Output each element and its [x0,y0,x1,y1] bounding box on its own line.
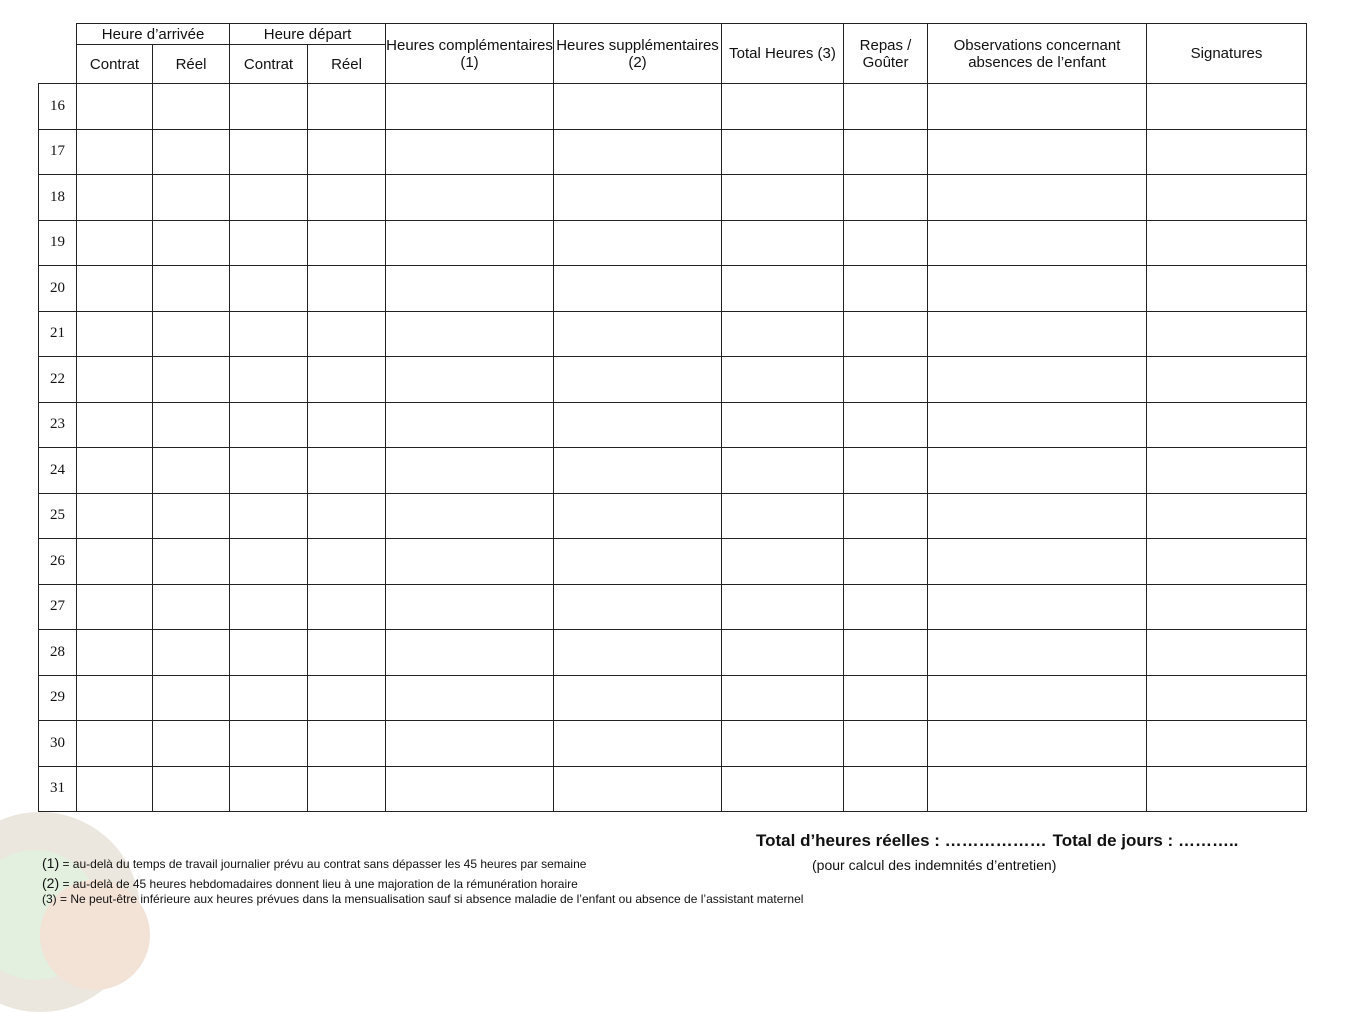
entry-cell[interactable] [308,539,386,585]
entry-cell[interactable] [844,675,928,721]
entry-cell[interactable] [928,266,1147,312]
footnote-1: (1) = au-delà du temps de travail journalier prévu au contrat sans dépasser les 45 heures par semaine [42,855,587,871]
table-row [39,448,1307,494]
entry-cell[interactable] [1147,311,1307,357]
entry-cell[interactable] [308,266,386,312]
table-row [39,311,1307,357]
entry-cell[interactable] [1147,721,1307,767]
entry-cell[interactable] [1147,129,1307,175]
entry-cell[interactable] [1147,220,1307,266]
entry-cell[interactable] [230,357,308,403]
total-jours[interactable]: Total de jours : ……….. [1052,831,1239,850]
entry-cell[interactable] [1147,493,1307,539]
entry-cell[interactable] [308,584,386,630]
entry-cell[interactable] [722,175,844,221]
entry-cell[interactable] [722,675,844,721]
entry-cell[interactable] [77,266,153,312]
entry-cell[interactable] [1147,675,1307,721]
entry-cell[interactable] [308,448,386,494]
entry-cell[interactable] [308,766,386,812]
entry-cell[interactable] [844,766,928,812]
table-row [39,721,1307,767]
entry-cell[interactable] [230,175,308,221]
entry-cell[interactable] [928,675,1147,721]
entry-cell[interactable] [554,84,722,130]
entry-cell[interactable] [844,220,928,266]
entry-cell[interactable] [153,539,230,585]
entry-cell[interactable] [844,311,928,357]
entry-cell[interactable] [928,766,1147,812]
table-row [39,220,1307,266]
table-row [39,357,1307,403]
entry-cell[interactable] [722,311,844,357]
table-row [39,630,1307,676]
entry-cell[interactable] [554,448,722,494]
entry-cell[interactable] [386,129,554,175]
entry-cell[interactable] [230,584,308,630]
entry-cell[interactable] [230,311,308,357]
entry-cell[interactable] [386,721,554,767]
entry-cell[interactable] [844,402,928,448]
entry-cell[interactable] [928,402,1147,448]
entry-cell[interactable] [308,630,386,676]
entry-cell[interactable] [928,311,1147,357]
entry-cell[interactable] [230,220,308,266]
table-row [39,266,1307,312]
entry-cell[interactable] [928,357,1147,403]
entry-cell[interactable] [844,175,928,221]
entry-cell[interactable] [308,311,386,357]
entry-cell[interactable] [722,721,844,767]
footnote-3: (3) = Ne peut-être inférieure aux heures prévues dans la mensualisation sauf si absence maladie de l’enfant ou absence de l’assistant maternel [42,892,804,906]
entry-cell[interactable] [554,493,722,539]
entry-cell[interactable] [554,630,722,676]
entry-cell[interactable] [928,175,1147,221]
entry-cell[interactable] [386,311,554,357]
entry-cell[interactable] [722,448,844,494]
header-supplementaires: Heures supplémentaires (2) [554,24,722,84]
entry-cell[interactable] [308,721,386,767]
entry-cell[interactable] [308,175,386,221]
totals-note: (pour calcul des indemnités d’entretien) [812,857,1057,873]
entry-cell[interactable] [1147,539,1307,585]
entry-cell[interactable] [308,357,386,403]
entry-cell[interactable] [928,630,1147,676]
entry-cell[interactable] [844,584,928,630]
entry-cell[interactable] [230,266,308,312]
entry-cell[interactable] [554,402,722,448]
entry-cell[interactable] [844,84,928,130]
entry-cell[interactable] [1147,357,1307,403]
header-signatures: Signatures [1147,24,1307,84]
entry-cell[interactable] [722,266,844,312]
day-number: 24 [39,448,77,494]
entry-cell[interactable] [844,539,928,585]
total-heures-reelles[interactable]: Total d’heures réelles : ……………… [756,831,1047,850]
day-number: 21 [39,311,77,357]
entry-cell[interactable] [928,584,1147,630]
day-number: 22 [39,357,77,403]
entry-cell[interactable] [844,266,928,312]
entry-cell[interactable] [554,311,722,357]
footnote-2: (2) = au-delà de 45 heures hebdomadaires donnent lieu à une majoration de la rémunération horaire [42,875,578,891]
entry-cell[interactable] [722,539,844,585]
entry-cell[interactable] [928,129,1147,175]
header-depart-contrat: Contrat [230,45,308,84]
entry-cell[interactable] [386,630,554,676]
table-body [39,84,1307,812]
entry-cell[interactable] [844,357,928,403]
entry-cell[interactable] [928,721,1147,767]
entry-cell[interactable] [308,402,386,448]
day-number: 30 [39,721,77,767]
entry-cell[interactable] [153,311,230,357]
day-number: 17 [39,129,77,175]
entry-cell[interactable] [308,129,386,175]
day-number: 31 [39,766,77,812]
day-number: 26 [39,539,77,585]
entry-cell[interactable] [153,675,230,721]
entry-cell[interactable] [722,220,844,266]
entry-cell[interactable] [386,766,554,812]
entry-cell[interactable] [554,220,722,266]
entry-cell[interactable] [153,357,230,403]
corner-cell [39,24,77,84]
entry-cell[interactable] [77,402,153,448]
header-arrivee-reel: Réel [153,45,230,84]
entry-cell[interactable] [77,766,153,812]
entry-cell[interactable] [77,175,153,221]
table-row [39,402,1307,448]
entry-cell[interactable] [554,357,722,403]
entry-cell[interactable] [230,539,308,585]
entry-cell[interactable] [844,721,928,767]
entry-cell[interactable] [386,448,554,494]
entry-cell[interactable] [386,584,554,630]
entry-cell[interactable] [554,584,722,630]
entry-cell[interactable] [308,220,386,266]
entry-cell[interactable] [77,584,153,630]
entry-cell[interactable] [230,675,308,721]
table-row [39,539,1307,585]
entry-cell[interactable] [230,493,308,539]
entry-cell[interactable] [554,766,722,812]
header-repas: Repas / Goûter [844,24,928,84]
entry-cell[interactable] [77,220,153,266]
header-depart-reel: Réel [308,45,386,84]
entry-cell[interactable] [308,493,386,539]
entry-cell[interactable] [928,448,1147,494]
header-total-heures: Total Heures (3) [722,24,844,84]
entry-cell[interactable] [77,539,153,585]
entry-cell[interactable] [928,539,1147,585]
entry-cell[interactable] [77,630,153,676]
day-number: 19 [39,220,77,266]
entry-cell[interactable] [230,129,308,175]
entry-cell[interactable] [230,402,308,448]
entry-cell[interactable] [1147,766,1307,812]
entry-cell[interactable] [1147,84,1307,130]
entry-cell[interactable] [928,493,1147,539]
entry-cell[interactable] [386,493,554,539]
entry-cell[interactable] [844,129,928,175]
entry-cell[interactable] [77,675,153,721]
entry-cell[interactable] [554,721,722,767]
entry-cell[interactable] [386,175,554,221]
day-number: 16 [39,84,77,130]
entry-cell[interactable] [153,493,230,539]
day-number: 23 [39,402,77,448]
table-row [39,493,1307,539]
header-complementaires: Heures complémentaires (1) [386,24,554,84]
entry-cell[interactable] [153,129,230,175]
totals-line [756,831,1238,851]
entry-cell[interactable] [722,84,844,130]
table-row [39,766,1307,812]
entry-cell[interactable] [722,766,844,812]
entry-cell[interactable] [554,129,722,175]
entry-cell[interactable] [722,493,844,539]
entry-cell[interactable] [554,266,722,312]
entry-cell[interactable] [844,493,928,539]
entry-cell[interactable] [153,266,230,312]
entry-cell[interactable] [153,630,230,676]
day-number: 27 [39,584,77,630]
entry-cell[interactable] [77,448,153,494]
day-number: 20 [39,266,77,312]
entry-cell[interactable] [308,675,386,721]
attendance-table [38,23,1307,812]
day-number: 28 [39,630,77,676]
entry-cell[interactable] [77,357,153,403]
entry-cell[interactable] [722,402,844,448]
entry-cell[interactable] [77,311,153,357]
entry-cell[interactable] [386,539,554,585]
entry-cell[interactable] [386,220,554,266]
header-observations: Observations concernant absences de l’enfant [928,24,1147,84]
entry-cell[interactable] [153,584,230,630]
table-row [39,129,1307,175]
day-number: 25 [39,493,77,539]
entry-cell[interactable] [928,220,1147,266]
header-arrivee: Heure d’arrivée [77,24,230,45]
entry-cell[interactable] [77,493,153,539]
entry-cell[interactable] [77,129,153,175]
entry-cell[interactable] [928,84,1147,130]
entry-cell[interactable] [722,584,844,630]
day-number: 18 [39,175,77,221]
entry-cell[interactable] [1147,448,1307,494]
entry-cell[interactable] [844,630,928,676]
entry-cell[interactable] [153,175,230,221]
table-row [39,675,1307,721]
entry-cell[interactable] [230,766,308,812]
entry-cell[interactable] [386,402,554,448]
entry-cell[interactable] [153,84,230,130]
entry-cell[interactable] [386,266,554,312]
entry-cell[interactable] [554,175,722,221]
entry-cell[interactable] [153,448,230,494]
entry-cell[interactable] [1147,175,1307,221]
entry-cell[interactable] [554,675,722,721]
header-depart: Heure départ [230,24,386,45]
entry-cell[interactable] [1147,402,1307,448]
table-row [39,84,1307,130]
entry-cell[interactable] [230,721,308,767]
entry-cell[interactable] [153,766,230,812]
entry-cell[interactable] [308,84,386,130]
entry-cell[interactable] [77,84,153,130]
entry-cell[interactable] [153,220,230,266]
entry-cell[interactable] [386,357,554,403]
table-row [39,584,1307,630]
entry-cell[interactable] [230,448,308,494]
entry-cell[interactable] [77,721,153,767]
entry-cell[interactable] [722,357,844,403]
entry-cell[interactable] [230,84,308,130]
entry-cell[interactable] [1147,266,1307,312]
entry-cell[interactable] [386,675,554,721]
entry-cell[interactable] [230,630,308,676]
entry-cell[interactable] [153,402,230,448]
entry-cell[interactable] [722,129,844,175]
entry-cell[interactable] [554,539,722,585]
entry-cell[interactable] [1147,630,1307,676]
entry-cell[interactable] [844,448,928,494]
entry-cell[interactable] [1147,584,1307,630]
entry-cell[interactable] [153,721,230,767]
header-arrivee-contrat: Contrat [77,45,153,84]
entry-cell[interactable] [722,630,844,676]
entry-cell[interactable] [386,84,554,130]
day-number: 29 [39,675,77,721]
table-row [39,175,1307,221]
